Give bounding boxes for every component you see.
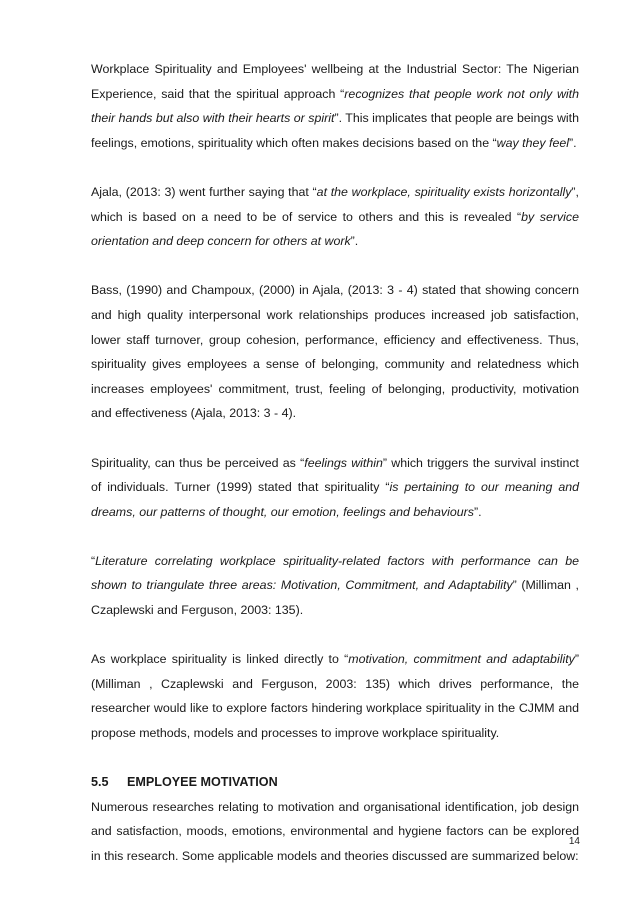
italic-quote: by service orientation and deep concern for others at work — [91, 209, 580, 249]
text-run: Spirituality, can thus be perceived as “ — [91, 455, 305, 470]
text-run: ” (Milliman , Czaplewski and Ferguson, 2003: 135). — [91, 578, 579, 618]
text-run: Bass, (1990) and Champoux, (2000) in Ajala, (2013: 3 - 4) stated that showing concern and high quality interpersonal work relationships produces increased job satisfaction, lower staff turnover, group cohesion, performance, efficiency and effectiveness. Thus, spirituality gives employees a sense of belonging, community and relatedness which increases employees' commitment, trust, feeling of belonging, productivity, motivation and effectiveness (Ajala, 2013: 3 - 4). — [91, 283, 579, 421]
paragraph-5 — [91, 549, 579, 623]
section-paragraph: Numerous researches relating to motivation and organisational identification, job design and satisfaction, moods, emotions, environmental and hygiene factors can be explored in this research. Some applicable models and theories discussed are summarized below: — [91, 799, 579, 863]
section-title: EMPLOYEE MOTIVATION — [127, 775, 278, 790]
section-heading — [91, 770, 579, 795]
text-run: ”. — [569, 135, 577, 150]
text-run: ”. — [473, 504, 482, 519]
italic-quote: is pertaining to our meaning and dreams, our patterns of thought, our emotion, feelings and behaviours — [91, 480, 579, 519]
section-number: 5.5 — [91, 775, 109, 790]
italic-quote: motivation, commitment and adaptability — [348, 652, 575, 667]
italic-quote: recognizes that people work not only with their hands but also with their hearts or spirit — [91, 86, 579, 126]
text-run: As workplace spirituality is linked directly to “ — [91, 652, 349, 667]
italic-quote: Literature correlating workplace spirituality-related factors with performance can be shown to triangulate three areas: Motivation, Commitment, and Adaptability — [91, 553, 579, 593]
text-run: “ — [91, 553, 96, 568]
text-run: Ajala, (2013: 3) went further saying that “ — [91, 184, 317, 199]
text-run: ” (Milliman , Czaplewski and Ferguson, 2003: 135) which drives performance, the researcher would like to explore factors hindering workplace spirituality in the CJMM and propose methods, models and processes to improve workplace spirituality. — [91, 652, 579, 741]
text-run: ”. This implicates that people are beings with feelings, emotions, spirituality which often makes decisions based on the “ — [91, 111, 579, 150]
paragraph-6 — [91, 647, 579, 745]
italic-quote: at the workplace, spirituality exists horizontally — [316, 184, 572, 199]
text-run: ”, which is based on a need to be of service to others and this is revealed “ — [91, 184, 579, 224]
body-text — [91, 57, 579, 893]
italic-quote: way they feel — [496, 135, 569, 150]
paragraph-1 — [91, 57, 579, 155]
paragraph-4 — [91, 451, 579, 525]
text-run: ” which triggers the survival instinct of individuals. Turner (1999) stated that spirituality “ — [91, 455, 580, 495]
text-run: ”. — [350, 234, 359, 249]
page-number: 14 — [568, 836, 580, 847]
paragraph-3 — [91, 278, 579, 426]
italic-quote: feelings within — [304, 455, 383, 470]
paragraph-2 — [91, 180, 579, 254]
text-run: Workplace Spirituality and Employees' wellbeing at the Industrial Sector: The Nigerian Experience, said that the spiritual approach “ — [91, 62, 579, 101]
